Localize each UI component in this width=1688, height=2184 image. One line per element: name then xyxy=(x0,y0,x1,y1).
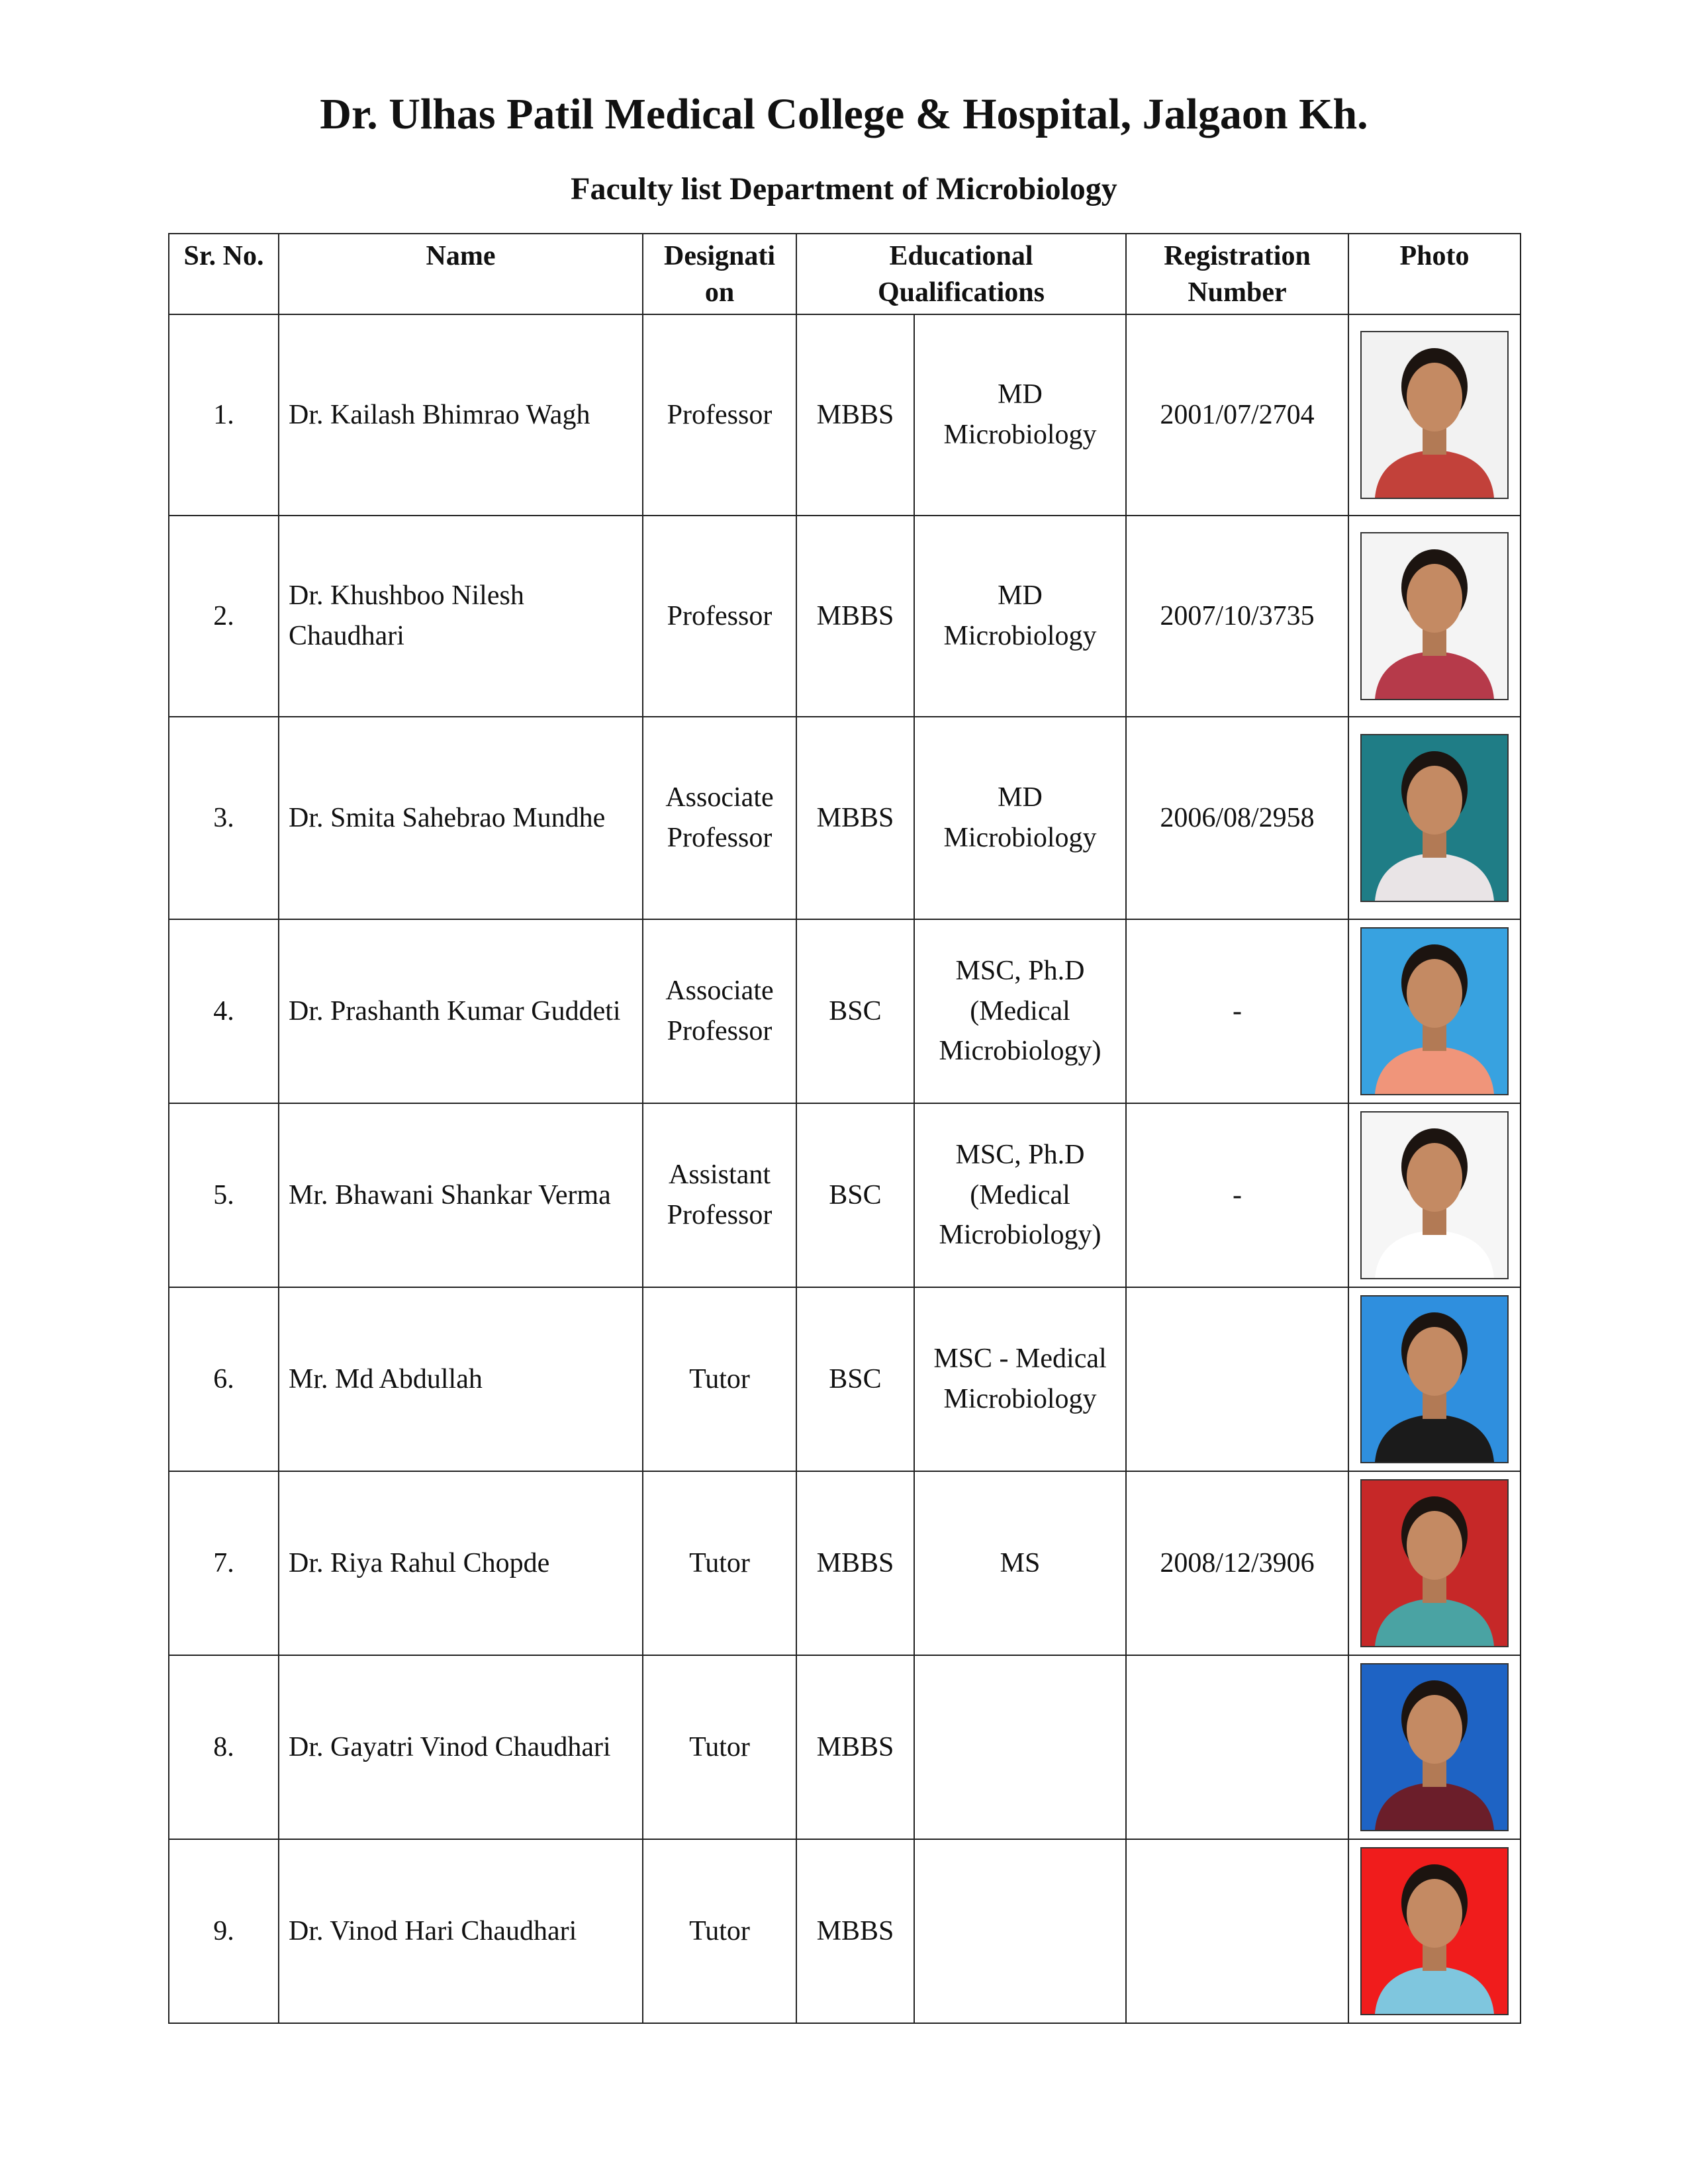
designation-cell: Tutor xyxy=(643,1655,796,1839)
faculty-photo xyxy=(1360,1479,1509,1647)
table-row xyxy=(169,1839,1521,2023)
photo-face xyxy=(1407,959,1462,1028)
degree-cell: BSC xyxy=(796,1103,914,1287)
portrait-silhouette xyxy=(1362,1480,1507,1646)
sr-no-cell: 2. xyxy=(169,516,279,717)
portrait-silhouette xyxy=(1362,1113,1507,1278)
postgrad-cell: MD Microbiology xyxy=(914,516,1126,717)
faculty-photo xyxy=(1360,331,1509,499)
photo-cell xyxy=(1348,1471,1521,1655)
name-cell: Dr. Khushboo Nilesh Chaudhari xyxy=(279,516,643,717)
postgrad-cell: MSC - Medical Microbiology xyxy=(914,1287,1126,1471)
sr-no-cell: 4. xyxy=(169,919,279,1103)
portrait-silhouette xyxy=(1362,533,1507,699)
faculty-photo xyxy=(1360,1847,1509,2015)
registration-cell xyxy=(1126,1839,1348,2023)
registration-cell: 2007/10/3735 xyxy=(1126,516,1348,717)
designation-cell: Tutor xyxy=(643,1287,796,1471)
header-qualifications: Educational Qualifications xyxy=(796,234,1126,314)
faculty-photo xyxy=(1360,1663,1509,1831)
degree-cell: MBBS xyxy=(796,1839,914,2023)
header-photo: Photo xyxy=(1348,234,1521,314)
portrait-silhouette xyxy=(1362,735,1507,901)
degree-cell: MBBS xyxy=(796,1471,914,1655)
name-cell: Mr. Md Abdullah xyxy=(279,1287,643,1471)
faculty-photo xyxy=(1360,927,1509,1095)
degree-cell: MBBS xyxy=(796,717,914,919)
postgrad-cell: MSC, Ph.D (Medical Microbiology) xyxy=(914,919,1126,1103)
table-header-row xyxy=(169,234,1521,314)
postgrad-cell: MSC, Ph.D (Medical Microbiology) xyxy=(914,1103,1126,1287)
postgrad-cell: MS xyxy=(914,1471,1126,1655)
registration-cell: 2008/12/3906 xyxy=(1126,1471,1348,1655)
faculty-photo xyxy=(1360,1295,1509,1463)
name-cell: Dr. Prashanth Kumar Guddeti xyxy=(279,919,643,1103)
photo-cell xyxy=(1348,1103,1521,1287)
faculty-table xyxy=(168,233,1521,2024)
table-row xyxy=(169,516,1521,717)
photo-face xyxy=(1407,363,1462,432)
table-row xyxy=(169,1655,1521,1839)
registration-cell xyxy=(1126,1287,1348,1471)
header-registration: Registration Number xyxy=(1126,234,1348,314)
photo-face xyxy=(1407,1143,1462,1212)
name-cell: Dr. Riya Rahul Chopde xyxy=(279,1471,643,1655)
degree-cell: MBBS xyxy=(796,314,914,516)
portrait-silhouette xyxy=(1362,1297,1507,1462)
name-cell: Dr. Gayatri Vinod Chaudhari xyxy=(279,1655,643,1839)
faculty-photo xyxy=(1360,734,1509,902)
table-row xyxy=(169,919,1521,1103)
photo-face xyxy=(1407,766,1462,835)
table-row xyxy=(169,314,1521,516)
photo-cell xyxy=(1348,1839,1521,2023)
photo-face xyxy=(1407,1695,1462,1764)
photo-face xyxy=(1407,1327,1462,1396)
sr-no-cell: 5. xyxy=(169,1103,279,1287)
sr-no-cell: 8. xyxy=(169,1655,279,1839)
name-cell: Dr. Vinod Hari Chaudhari xyxy=(279,1839,643,2023)
name-cell: Dr. Smita Sahebrao Mundhe xyxy=(279,717,643,919)
photo-cell xyxy=(1348,1287,1521,1471)
registration-cell: - xyxy=(1126,919,1348,1103)
portrait-silhouette xyxy=(1362,1848,1507,2014)
postgrad-cell: MD Microbiology xyxy=(914,314,1126,516)
table-row xyxy=(169,1287,1521,1471)
header-sr-no: Sr. No. xyxy=(169,234,279,314)
portrait-silhouette xyxy=(1362,1664,1507,1830)
designation-cell: Associate Professor xyxy=(643,717,796,919)
designation-cell: Tutor xyxy=(643,1471,796,1655)
table-row xyxy=(169,1103,1521,1287)
postgrad-cell xyxy=(914,1655,1126,1839)
table-row xyxy=(169,1471,1521,1655)
postgrad-cell xyxy=(914,1839,1126,2023)
photo-face xyxy=(1407,1511,1462,1580)
name-cell: Dr. Kailash Bhimrao Wagh xyxy=(279,314,643,516)
portrait-silhouette xyxy=(1362,929,1507,1094)
photo-cell xyxy=(1348,516,1521,717)
sr-no-cell: 1. xyxy=(169,314,279,516)
degree-cell: MBBS xyxy=(796,1655,914,1839)
postgrad-cell: MD Microbiology xyxy=(914,717,1126,919)
page-subtitle: Faculty list Department of Microbiology xyxy=(571,171,1117,206)
registration-cell: 2001/07/2704 xyxy=(1126,314,1348,516)
photo-cell xyxy=(1348,717,1521,919)
photo-cell xyxy=(1348,314,1521,516)
degree-cell: BSC xyxy=(796,1287,914,1471)
table-row xyxy=(169,717,1521,919)
sr-no-cell: 6. xyxy=(169,1287,279,1471)
sr-no-cell: 3. xyxy=(169,717,279,919)
page-title: Dr. Ulhas Patil Medical College & Hospital, Jalgaon Kh. xyxy=(320,90,1368,138)
sr-no-cell: 7. xyxy=(169,1471,279,1655)
faculty-photo xyxy=(1360,532,1509,700)
designation-cell: Tutor xyxy=(643,1839,796,2023)
designation-cell: Professor xyxy=(643,314,796,516)
portrait-silhouette xyxy=(1362,332,1507,498)
photo-face xyxy=(1407,1879,1462,1948)
registration-cell: - xyxy=(1126,1103,1348,1287)
degree-cell: BSC xyxy=(796,919,914,1103)
designation-cell: Assistant Professor xyxy=(643,1103,796,1287)
registration-cell: 2006/08/2958 xyxy=(1126,717,1348,919)
name-cell: Mr. Bhawani Shankar Verma xyxy=(279,1103,643,1287)
registration-cell xyxy=(1126,1655,1348,1839)
header-name: Name xyxy=(279,234,643,314)
degree-cell: MBBS xyxy=(796,516,914,717)
designation-cell: Professor xyxy=(643,516,796,717)
faculty-photo xyxy=(1360,1111,1509,1279)
photo-cell xyxy=(1348,919,1521,1103)
designation-cell: Associate Professor xyxy=(643,919,796,1103)
photo-face xyxy=(1407,564,1462,633)
sr-no-cell: 9. xyxy=(169,1839,279,2023)
photo-cell xyxy=(1348,1655,1521,1839)
header-designation: Designati on xyxy=(643,234,796,314)
